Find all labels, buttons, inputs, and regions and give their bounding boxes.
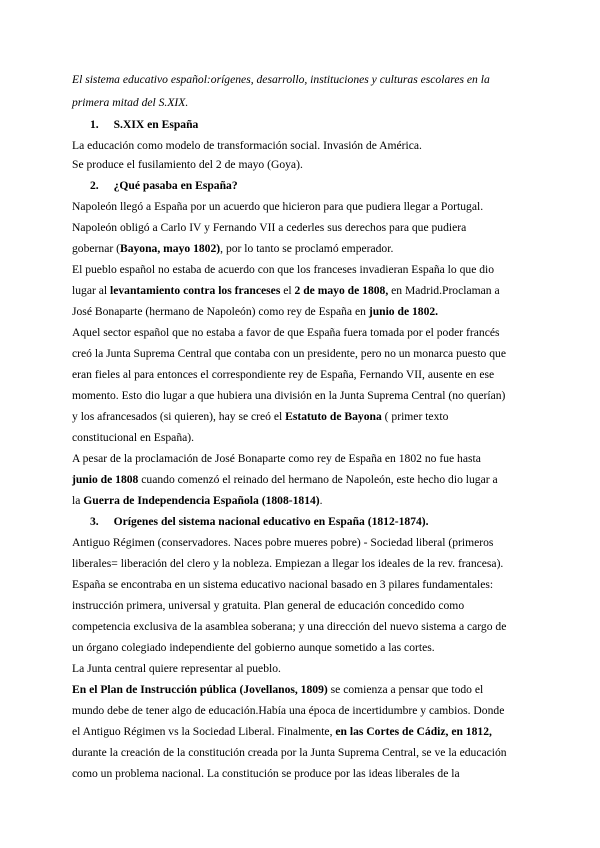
paragraph-line: constitucional en España). — [72, 431, 195, 444]
paragraph-line — [72, 283, 500, 299]
section-3-title: Orígenes del sistema nacional educativo en España (1812-1874). — [113, 515, 429, 528]
text-run: . — [319, 494, 323, 507]
text-run: gobernar ( — [72, 242, 120, 255]
text-run: en Madrid.Proclaman a — [388, 284, 500, 297]
paragraph-line — [72, 682, 483, 698]
bold-run: junio de 1802. — [368, 305, 439, 318]
document-title-line-1: El sistema educativo español:orígenes, desarrollo, instituciones y culturas escolares en la — [72, 73, 490, 86]
paragraph-line: Napoleón obligó a Carlo IV y Fernando VII a cederles sus derechos para que pudiera — [72, 221, 467, 234]
bold-run: levantamiento contra los franceses — [110, 284, 281, 297]
section-3-heading — [90, 514, 429, 530]
paragraph-line: durante la creación de la constitución creada por la Junta Suprema Central, se ve la educación — [72, 746, 507, 759]
paragraph-line — [72, 472, 498, 488]
text-run: se comienza a pensar que todo el — [327, 683, 484, 696]
text-run: ( primer texto — [381, 410, 449, 423]
text-run: lugar al — [72, 284, 110, 297]
paragraph-line — [72, 241, 393, 257]
paragraph-line — [72, 724, 492, 740]
paragraph-line: instrucción primera, universal y gratuita. Plan general de educación concedido como — [72, 599, 465, 612]
bold-run: 2 de mayo de 1808, — [294, 284, 389, 297]
paragraph-line: La educación como modelo de transformación social. Invasión de América. — [72, 139, 422, 152]
paragraph-line: España se encontraba en un sistema educativo nacional basado en 3 pilares fundamentales: — [72, 578, 494, 591]
section-2-title: ¿Qué pasaba en España? — [113, 179, 238, 192]
paragraph-line — [72, 493, 323, 509]
text-run: la — [72, 494, 84, 507]
paragraph-line: Napoleón llegó a España por un acuerdo que hicieron para que pudiera llegar a Portugal. — [72, 200, 484, 213]
paragraph-line: El pueblo español no estaba de acuerdo con que los franceses invadieran España lo que dio — [72, 263, 495, 276]
text-run: , por lo tanto se proclamó emperador. — [220, 242, 394, 255]
text-run: el — [280, 284, 295, 297]
section-2-number: 2. — [90, 179, 99, 192]
paragraph-line: mundo debe de tener algo de educación.Había una época de incertidumbre y cambios. Donde — [72, 704, 505, 717]
bold-run: Bayona, mayo 1802) — [119, 242, 221, 255]
text-run: y los afrancesados (si quieren), hay se creó el — [72, 410, 286, 423]
paragraph-line: creó la Junta Suprema Central que contaba con un presidente, pero no un monarca puesto que — [72, 347, 506, 360]
bold-run: Estatuto de Bayona — [285, 410, 382, 423]
paragraph-line: competencia exclusiva de la asamblea soberana; y una dirección del nuevo sistema a cargo de — [72, 620, 507, 633]
section-1-heading — [90, 117, 198, 133]
bold-run: junio de 1808 — [72, 473, 139, 486]
section-1-number: 1. — [90, 118, 99, 131]
section-2-heading — [90, 178, 238, 194]
section-1-title: S.XIX en España — [113, 118, 199, 131]
bold-run: Guerra de Independencia Española (1808-1814) — [83, 494, 320, 507]
paragraph-line: Antiguo Régimen (conservadores. Naces pobre mueres pobre) - Sociedad liberal (primeros — [72, 536, 494, 549]
text-run: José Bonaparte (hermano de Napoleón) como rey de España en — [72, 305, 369, 318]
paragraph-line: eran fieles al para entonces el correspondiente rey de España, Fernando VII, ausente en ese — [72, 368, 495, 381]
paragraph-line: momento. Esto dio lugar a que hubiera una división en la Junta Suprema Central (no querían) — [72, 389, 506, 402]
bold-run: en las Cortes de Cádiz, en 1812, — [335, 725, 492, 738]
paragraph-line: liberales= liberación del clero y la nobleza. Empiezan a llegar los ideales de la rev. francesa). — [72, 557, 504, 570]
section-3-number: 3. — [90, 515, 99, 528]
paragraph-line: como un problema nacional. La constitución se produce por las ideas liberales de la — [72, 767, 460, 780]
paragraph-line: La Junta central quiere representar al pueblo. — [72, 662, 281, 675]
paragraph-line: A pesar de la proclamación de José Bonaparte como rey de España en 1802 no fue hasta — [72, 452, 481, 465]
paragraph-line — [72, 304, 438, 320]
text-run: cuando comenzó el reinado del hermano de Napoleón, este hecho dio lugar a — [138, 473, 498, 486]
paragraph-line: Aquel sector español que no estaba a favor de que España fuera tomada por el poder francés — [72, 326, 500, 339]
bold-run: En el Plan de Instrucción pública (Jovellanos, 1809) — [72, 683, 328, 696]
paragraph-line: Se produce el fusilamiento del 2 de mayo (Goya). — [72, 158, 303, 171]
paragraph-line: un órgano colegiado independiente del gobierno aunque sometido a las cortes. — [72, 641, 435, 654]
paragraph-line — [72, 409, 448, 425]
document-title-line-2: primera mitad del S.XIX. — [72, 96, 189, 109]
text-run: el Antiguo Régimen vs la Sociedad Liberal. Finalmente, — [72, 725, 336, 738]
